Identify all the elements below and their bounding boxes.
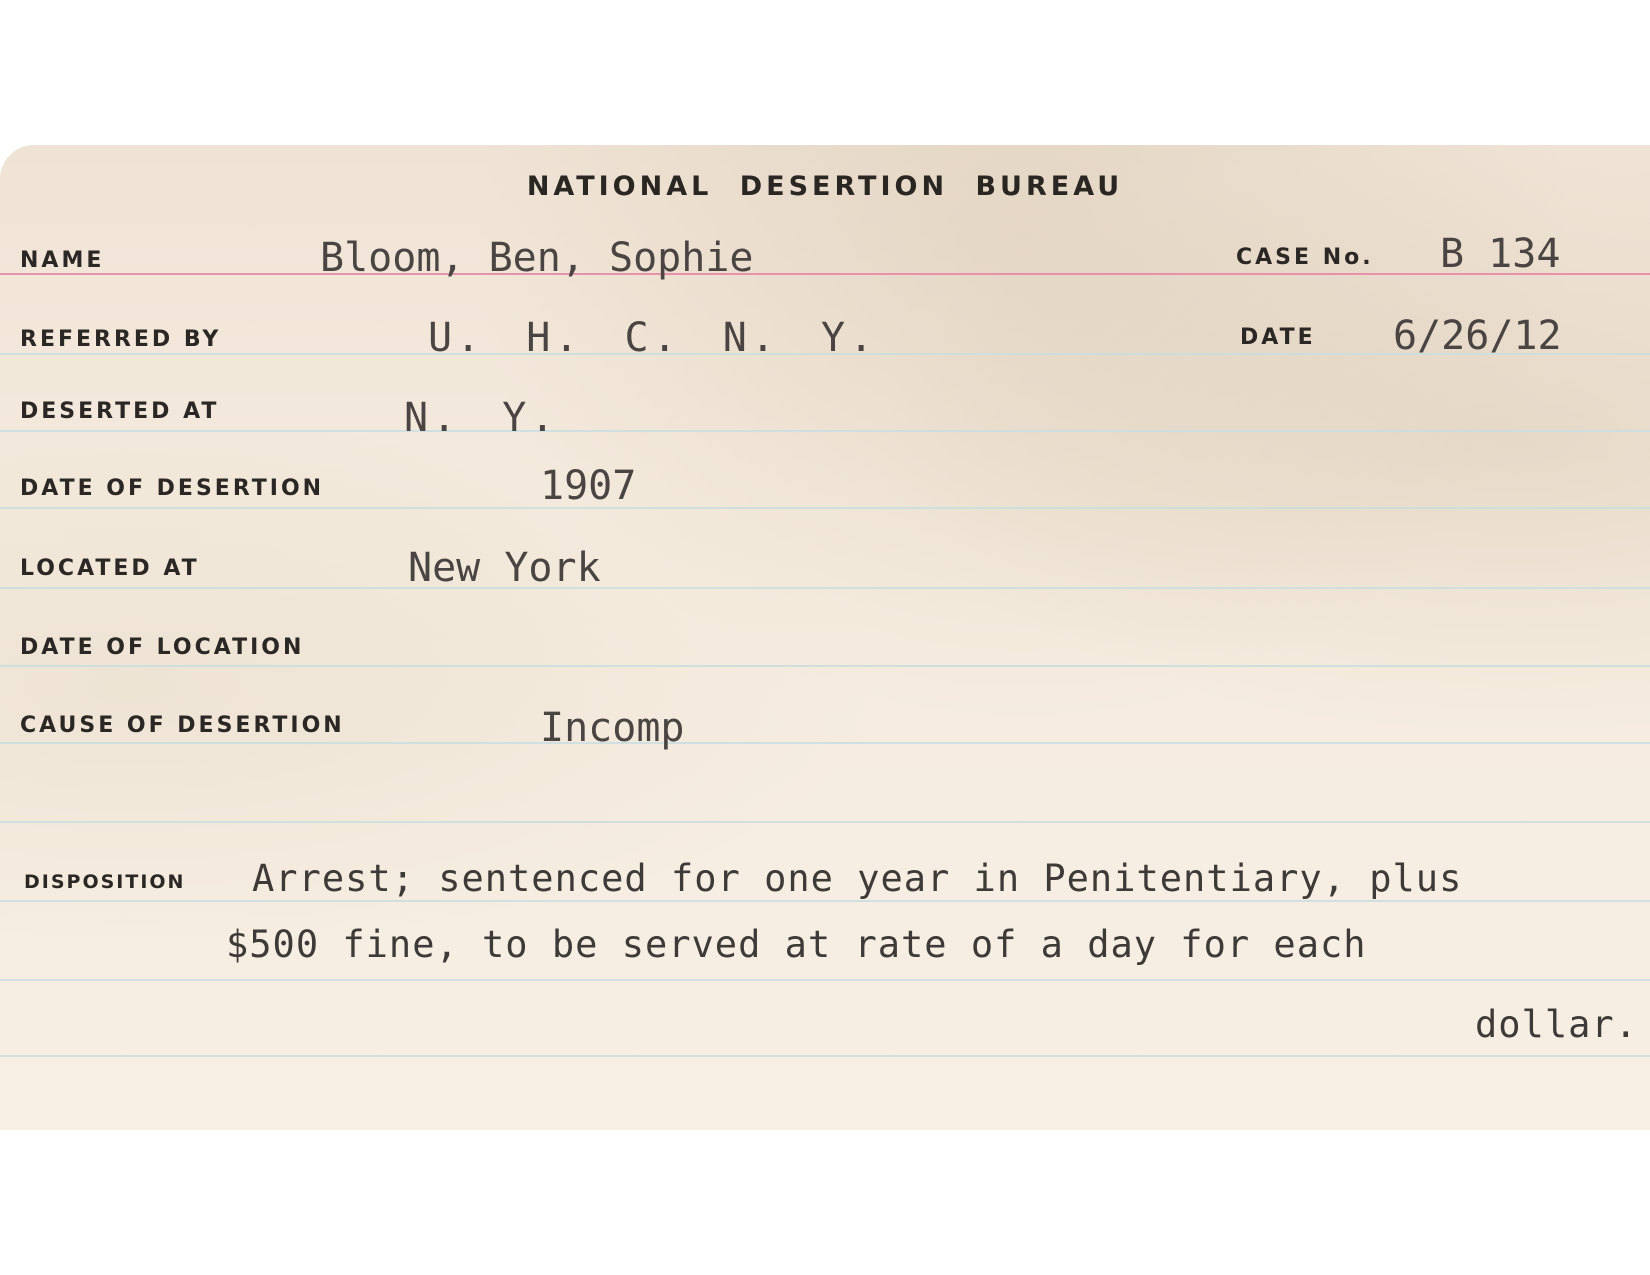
- disposition-line-3: dollar.: [1475, 1003, 1638, 1046]
- referred-by-value: U. H. C. N. Y.: [428, 315, 878, 361]
- rule-line: [0, 742, 1650, 744]
- rule-line: [0, 900, 1650, 902]
- located-at-value: New York: [408, 545, 601, 591]
- date-of-desertion-label: DATE OF DESERTION: [20, 476, 325, 501]
- name-value: Bloom, Ben, Sophie: [320, 235, 754, 281]
- disposition-line-2: $500 fine, to be served at rate of a day for each: [226, 923, 1367, 966]
- rule-line: [0, 821, 1650, 823]
- rule-line: [0, 979, 1650, 981]
- rule-line: [0, 430, 1650, 432]
- date-label: DATE: [1240, 325, 1316, 350]
- rule-line: [0, 273, 1650, 275]
- date-of-location-label: DATE OF LOCATION: [20, 635, 305, 660]
- rule-line: [0, 665, 1650, 667]
- rule-line: [0, 507, 1650, 509]
- date-value: 6/26/12: [1393, 313, 1562, 359]
- located-at-label: LOCATED AT: [20, 556, 200, 581]
- rule-line: [0, 1055, 1650, 1057]
- case-no-label: CASE No.: [1236, 245, 1374, 270]
- case-no-value: B 134: [1440, 231, 1561, 277]
- name-label: NAME: [20, 248, 105, 273]
- deserted-at-label: DESERTED AT: [20, 399, 220, 424]
- disposition-line-1: Arrest; sentenced for one year in Penitentiary, plus: [252, 857, 1463, 900]
- deserted-at-value: N. Y.: [404, 395, 559, 441]
- disposition-label: DISPOSITION: [24, 871, 186, 893]
- rule-line: [0, 587, 1650, 589]
- cause-of-desertion-value: Incomp: [540, 705, 685, 751]
- referred-by-label: REFERRED BY: [20, 327, 222, 352]
- card-header: NATIONAL DESERTION BUREAU: [526, 171, 1124, 202]
- cause-of-desertion-label: CAUSE OF DESERTION: [20, 713, 345, 738]
- date-of-desertion-value: 1907: [540, 463, 637, 509]
- index-card: [0, 145, 1650, 1130]
